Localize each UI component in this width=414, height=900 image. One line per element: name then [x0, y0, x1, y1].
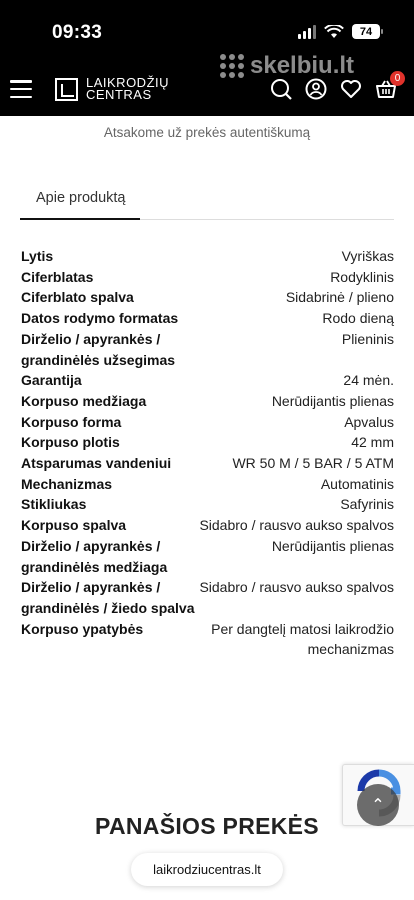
- spec-label: Dirželio / apyrankės / grandinėlės / žiedo spalva: [21, 579, 195, 616]
- product-tabs: [20, 188, 394, 220]
- spec-value: Sidabro / rausvo aukso spalvos: [199, 517, 394, 534]
- spec-value: Nerūdijantis plienas: [271, 537, 394, 554]
- spec-row: [21, 412, 394, 433]
- spec-label: Dirželio / apyrankės / grandinėlės užsegimas: [21, 330, 176, 368]
- spec-row: [21, 494, 394, 515]
- spec-value: Automatinis: [320, 475, 394, 492]
- spec-row: [21, 453, 394, 474]
- chevron-up-icon: ⌃: [371, 797, 385, 814]
- spec-row: [21, 246, 394, 267]
- spec-row: [21, 391, 394, 412]
- spec-label: Korpuso forma: [21, 413, 122, 430]
- url-text: laikrodziucentras.lt: [153, 862, 261, 877]
- menu-icon[interactable]: [10, 80, 32, 98]
- logo-line1: LAIKRODŽIŲ: [86, 75, 170, 90]
- spec-value: Vyriškas: [341, 248, 394, 264]
- watermark: [220, 52, 354, 80]
- spec-row: [21, 287, 394, 308]
- status-icons: [298, 24, 380, 39]
- search-icon[interactable]: [270, 78, 292, 100]
- spec-value: Nerūdijantis plienas: [271, 392, 394, 409]
- spec-label: Korpuso medžiaga: [21, 392, 147, 409]
- logo-line2: CENTRAS: [86, 87, 152, 102]
- signal-icon: [298, 25, 316, 39]
- spec-label: Ciferblato spalva: [21, 289, 134, 306]
- spec-row: [21, 370, 394, 391]
- cart-count-badge: 0: [390, 71, 405, 86]
- spec-label: Lytis: [21, 248, 54, 264]
- battery-icon: 74: [352, 24, 380, 39]
- site-logo[interactable]: [55, 77, 169, 101]
- spec-value: Plieninis: [341, 330, 394, 347]
- spec-value: Sidabro / rausvo aukso spalvos: [199, 579, 394, 596]
- spec-label: Korpuso ypatybės: [21, 620, 144, 637]
- spec-value: Apvalus: [344, 413, 394, 430]
- spec-row: [21, 432, 394, 453]
- logo-text: [86, 77, 169, 101]
- tab-about-product[interactable]: Apie produktą: [20, 188, 140, 220]
- heart-icon[interactable]: [340, 78, 362, 100]
- similar-products-heading: PANAŠIOS PREKĖS: [95, 813, 319, 839]
- spec-label: Korpuso plotis: [21, 434, 120, 451]
- watermark-dots-icon: [220, 54, 244, 78]
- spec-value: Sidabrinė / plieno: [285, 289, 394, 306]
- spec-label: Korpuso spalva: [21, 517, 127, 534]
- spec-label: Ciferblatas: [21, 268, 94, 285]
- url-bar[interactable]: [131, 853, 283, 886]
- account-icon[interactable]: [305, 78, 327, 100]
- spec-value: Rodyklinis: [330, 268, 394, 285]
- authenticity-note: Atsakome už prekės autentiškumą: [103, 125, 311, 140]
- scroll-to-top-button[interactable]: [357, 784, 399, 826]
- watermark-text: skelbiu.lt: [250, 52, 355, 79]
- spec-label: Dirželio / apyrankės / grandinėlės medžiaga: [21, 537, 168, 575]
- logo-mark-icon: [55, 78, 78, 101]
- spec-value: 42 mm: [351, 434, 394, 451]
- status-time: 09:33: [52, 22, 103, 43]
- spec-label: Stikliukas: [21, 496, 87, 513]
- spec-value: WR 50 M / 5 BAR / 5 ATM: [232, 455, 394, 472]
- spec-list: [21, 246, 394, 660]
- spec-value: 24 mėn.: [343, 372, 394, 389]
- spec-row: [21, 515, 394, 536]
- spec-row: [21, 308, 394, 329]
- spec-value: Per dangtelį matosi laikrodžio mechanizmas: [211, 620, 394, 658]
- spec-row: [21, 474, 394, 495]
- spec-value: Rodo dieną: [322, 310, 394, 327]
- spec-row: [21, 267, 394, 288]
- spec-label: Datos rodymo formatas: [21, 310, 179, 327]
- spec-label: Garantija: [21, 372, 82, 389]
- spec-row: [21, 329, 394, 370]
- spec-row: [21, 536, 394, 577]
- wifi-icon: [324, 25, 344, 39]
- spec-value: Safyrinis: [340, 496, 394, 513]
- spec-label: Atsparumas vandeniui: [21, 455, 172, 472]
- top-bar: [0, 0, 414, 116]
- spec-label: Mechanizmas: [21, 475, 113, 492]
- spec-row: [21, 619, 394, 660]
- spec-row: [21, 577, 394, 618]
